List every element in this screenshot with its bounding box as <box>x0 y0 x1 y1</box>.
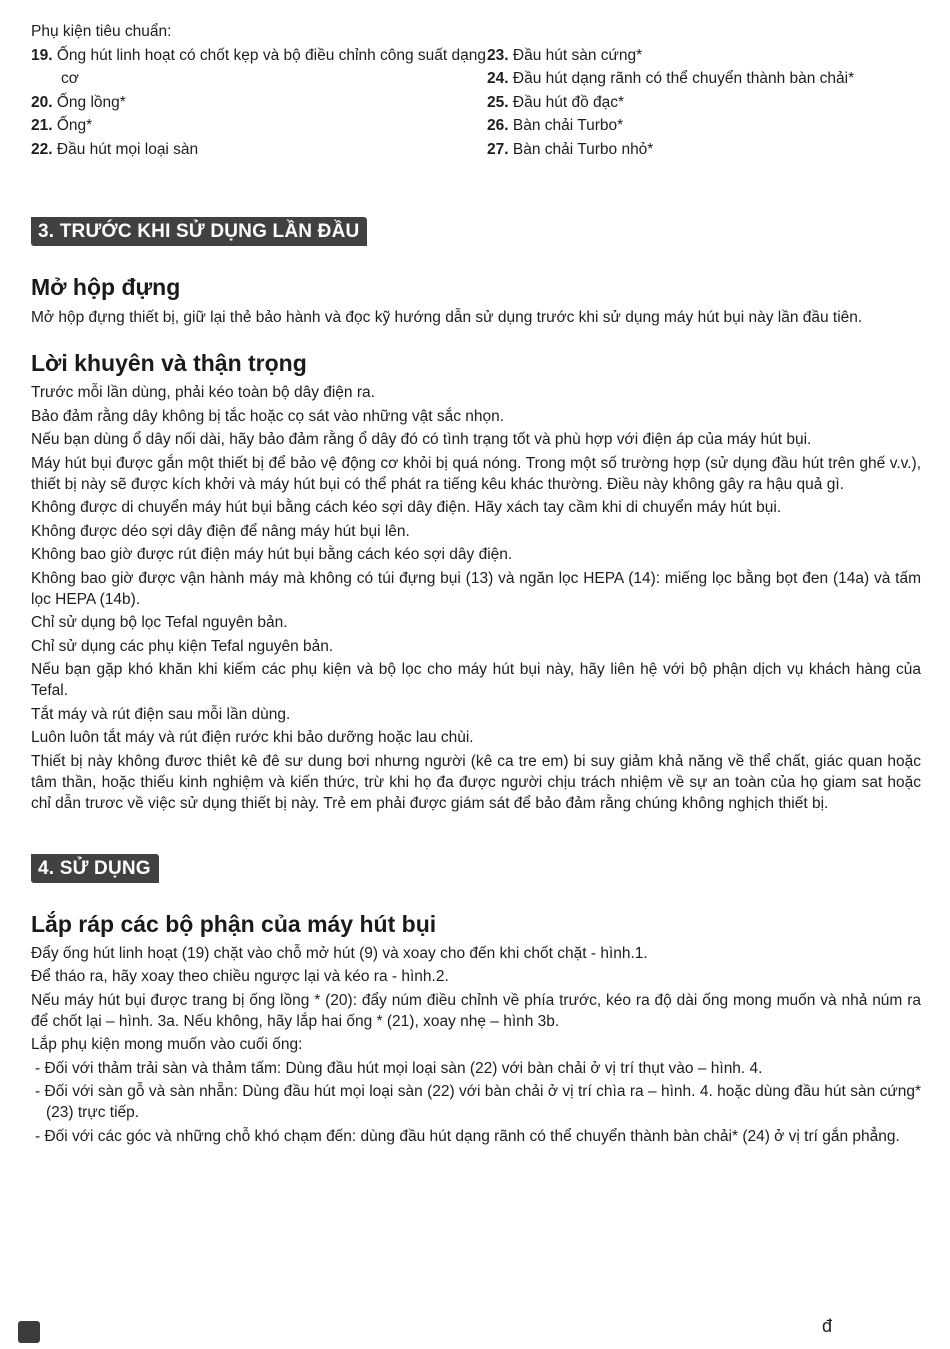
accessory-number: 21. <box>31 117 53 134</box>
accessory-item <box>487 114 921 138</box>
accessory-label: Đầu hút đồ đạc* <box>512 93 625 111</box>
accessory-number: 26. <box>487 117 509 134</box>
accessory-label: Ống hút linh hoạt có chốt kẹp và bộ điều chỉnh công suất dạng cơ <box>56 46 487 87</box>
advice-list <box>31 382 921 814</box>
section-4-title: 4. SỬ DỤNG <box>31 854 159 883</box>
unbox-text: Mở hộp đựng thiết bị, giữ lại thẻ bảo hành và đọc kỹ hướng dẫn sử dụng trước khi sử dụng máy hút bụi này lần đầu tiên. <box>31 309 863 326</box>
advice-paragraph: Chỉ sử dụng các phụ kiện Tefal nguyên bản. <box>31 637 334 655</box>
accessory-label: Bàn chải Turbo nhỏ* <box>512 140 654 158</box>
accessory-item <box>487 44 921 68</box>
accessory-number: 27. <box>487 140 509 158</box>
assembly-bullet: - Đối với thảm trải sàn và thảm tấm: Dùng đầu hút mọi loại sàn (22) với bàn chải ở vị trí thụt vào – hình. 4. <box>35 1059 763 1077</box>
accessory-label: Ống lồng* <box>56 93 126 111</box>
assembly-paragraph: Đẩy ống hút linh hoạt (19) chặt vào chỗ mở hút (9) và xoay cho đến khi chốt chặt - hình.1. <box>31 944 648 962</box>
assembly-paragraph: Lắp phụ kiện mong muốn vào cuối ống: <box>31 1036 303 1053</box>
advice-paragraph: Tắt máy và rút điện sau mỗi lần dùng. <box>31 705 291 723</box>
advice-paragraph: Chỉ sử dụng bộ lọc Tefal nguyên bản. <box>31 614 288 631</box>
accessory-label: Đầu hút dạng rãnh có thể chuyển thành bàn chải* <box>512 70 855 87</box>
advice-paragraph: Trước mỗi lần dùng, phải kéo toàn bộ dây điện ra. <box>31 384 375 401</box>
accessory-number: 25. <box>487 93 509 111</box>
accessory-label: Đầu hút sàn cứng* <box>512 46 643 64</box>
accessory-number: 24. <box>487 70 509 87</box>
advice-paragraph: Nếu bạn gặp khó khăn khi kiếm các phụ kiện và bộ lọc cho máy hút bụi này, hãy liên hệ với bộ phận dịch vụ khách hàng của Tefal. <box>31 661 921 699</box>
accessory-number: 23. <box>487 46 509 64</box>
accessory-number: 20. <box>31 93 53 111</box>
section-4-header <box>31 854 921 883</box>
advice-paragraph: Bảo đảm rằng dây không bị tắc hoặc cọ sát vào những vật sắc nhọn. <box>31 407 505 425</box>
accessory-item <box>487 138 921 162</box>
accessory-item <box>487 67 921 91</box>
assembly-list <box>31 943 921 1147</box>
accessory-item <box>31 44 487 91</box>
accessory-item <box>31 138 487 162</box>
advice-paragraph: Không bao giờ được vận hành máy mà không có túi đựng bụi (13) và ngăn lọc HEPA (14): miếng lọc bằng bọt đen (14a) và tấm lọc HEPA (14b). <box>31 569 921 608</box>
accessories-left-column <box>31 20 487 161</box>
page-marker-square <box>18 1321 40 1343</box>
accessories-heading: Phụ kiện tiêu chuẩn: <box>31 23 172 40</box>
accessories-right-column <box>487 20 921 161</box>
assembly-heading: Lắp ráp các bộ phận của máy hút bụi <box>31 910 437 937</box>
accessory-number: 22. <box>31 140 53 158</box>
advice-heading: Lời khuyên và thận trọng <box>31 350 307 376</box>
accessories-list <box>31 20 921 161</box>
assembly-paragraph: Để tháo ra, hãy xoay theo chiều ngược lại và kéo ra - hình.2. <box>31 968 449 985</box>
advice-paragraph: Không bao giờ được rút điện máy hút bụi bằng cách kéo sợi dây điện. <box>31 546 513 563</box>
advice-paragraph: Không được déo sợi dây điện để nâng máy hút bụi lên. <box>31 522 410 540</box>
advice-paragraph: Luôn luôn tắt máy và rút điện rước khi bảo dưỡng hoặc lau chùi. <box>31 729 474 746</box>
assembly-bullet: - Đối với các góc và những chỗ khó chạm đến: dùng đầu hút dạng rãnh có thể chuyển thành bàn chải* (24) ở vị trí gắn phẳng. <box>35 1127 900 1145</box>
manual-page <box>31 20 921 1149</box>
accessory-number: 19. <box>31 46 53 64</box>
section-3-title: 3. TRƯỚC KHI SỬ DỤNG LẦN ĐẦU <box>31 217 367 246</box>
page-letter: đ <box>822 1316 833 1336</box>
advice-paragraph: Không được di chuyển máy hút bụi bằng cách kéo sợi dây điện. Hãy xách tay cầm khi di chuyển máy hút bụi. <box>31 499 782 516</box>
section-3-header <box>31 217 921 246</box>
accessory-label: Ống* <box>56 117 93 134</box>
accessory-label: Bàn chải Turbo* <box>512 117 624 134</box>
accessory-item <box>31 91 487 115</box>
unbox-heading: Mở hộp đựng <box>31 274 181 300</box>
accessory-item <box>487 91 921 115</box>
accessory-label: Đầu hút mọi loại sàn <box>56 140 199 158</box>
advice-paragraph: Máy hút bụi được gắn một thiết bị để bảo vệ động cơ khỏi bị quá nóng. Trong một số trường hợp (sử dụng đầu hút trên ghế v.v.), thiết bị này sẽ được kích khởi và máy hút bụi có thể phát ra tiếng kêu khác thường. Điều này không gây ra hậu quả gì. <box>31 454 921 493</box>
accessory-item <box>31 114 487 138</box>
assembly-bullet: - Đối với sàn gỗ và sàn nhẵn: Dùng đầu hút mọi loại sàn (22) với bàn chải ở vị trí chìa ra – hình. 4. hoặc dùng đầu hút sàn cứng* (23) trực tiếp. <box>35 1083 921 1121</box>
assembly-paragraph: Nếu máy hút bụi được trang bị ống lồng * (20): đẩy núm điều chỉnh về phía trước, kéo ra độ dài ống mong muốn và nhả núm ra để chốt lại – hình. 3a. Nếu không, hãy lắp hai ống * (21), xoay nhẹ – hình 3b. <box>31 991 921 1030</box>
advice-paragraph: Thiết bị này không đươc thiêt kê đê sư dung bơi nhưng người (kê ca tre em) bi suy giảm khả năng về thể chất, giác quan hoặc tâm thần, hoặc thiếu kinh nghiệm và kiến thức, trừ khi họ đa được người chịu trách nhiệm về sự an toàn của họ giam sat hoặc chỉ dẫn trươc về việc sử dụng thiết bị này. Trẻ em phải được giám sát để bảo đảm rằng chúng không nghịch thiết bị. <box>31 752 921 812</box>
advice-paragraph: Nếu bạn dùng ổ dây nối dài, hãy bảo đảm rằng ổ dây đó có tình trạng tốt và phù hợp với điện áp của máy hút bụi. <box>31 431 812 448</box>
